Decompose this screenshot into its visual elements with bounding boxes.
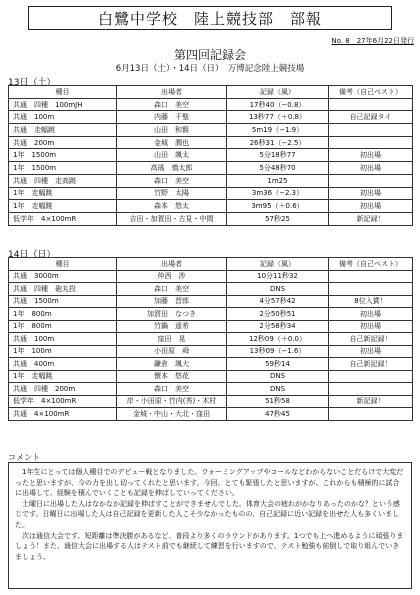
event-cell: 共通 200m (9, 136, 117, 149)
athlete-cell: 山田 和賢 (117, 124, 227, 137)
results-table-day1 (8, 85, 413, 226)
record-cell: 17秒40（−0.8） (227, 98, 329, 111)
comment-paragraph: 1年生にとっては個人種目でのデビュー戦となりました。ウォーミングアップやコールなどわからないことだらけで大変だったと思いますが、今の力を出し切ってくれたと思います。今回、とても緊張したと思いますが、これからも積極的に試合に出場して、経験を積んでいくことも記録を伸ばしていってください。 (15, 468, 404, 498)
event-cell: 1年 100m (9, 345, 117, 358)
record-cell: 10分11秒32 (227, 270, 329, 283)
athlete-cell: 岸・小田原・竹内(秀)・木村 (117, 395, 227, 408)
athlete-cell: 高瑤 慎太郎 (117, 162, 227, 175)
event-cell: 共通 400m (9, 358, 117, 371)
table-row (9, 111, 413, 124)
athlete-cell: 窪田 晃 (117, 333, 227, 346)
event-cell: 1年 走幅跳 (9, 370, 117, 383)
event-cell: 共通 4×100mR (9, 408, 117, 421)
event-cell: 共通 1500m (9, 295, 117, 308)
athlete-cell: 山田 颯太 (117, 149, 227, 162)
athlete-cell: 竹鍋 遥希 (117, 320, 227, 333)
athlete-cell: 森口 美空 (117, 383, 227, 396)
note-cell: 自己記録タイ (329, 111, 413, 124)
athlete-cell: 加賀田 なつき (117, 308, 227, 321)
table-header-row (9, 86, 413, 99)
athlete-cell: 竹野 太陽 (117, 187, 227, 200)
table-row (9, 308, 413, 321)
table-header-row (9, 258, 413, 271)
athlete-cell: 仲西 渉 (117, 270, 227, 283)
athlete-cell: 金城 潤也 (117, 136, 227, 149)
event-cell: 1年 1500m (9, 162, 117, 175)
athlete-cell: 森口 美空 (117, 283, 227, 296)
day1-label: 13日（土） (8, 78, 56, 88)
athlete-cell: 小田原 舜 (117, 345, 227, 358)
table-row (9, 187, 413, 200)
comment-paragraph: 次は通信大会です。短距離は準決勝があるなど、普段より多くのラウンドがあります。1つでも上へ進めるように頑張りましょう！また、通信大会に出場する人はテスト前でも継続して練習を行いますので、テスト勉強も前倒しで取り組んでいきましょう。 (15, 531, 404, 561)
athlete-cell: 懐本 悠花 (117, 370, 227, 383)
record-cell: 5m19（−1.9） (227, 124, 329, 137)
record-cell: 5分48秒70 (227, 162, 329, 175)
table-row (9, 320, 413, 333)
record-cell: 2分50秒51 (227, 308, 329, 321)
event-cell: 共通 100m (9, 333, 117, 346)
athlete-cell: 森口 美空 (117, 98, 227, 111)
table-row (9, 174, 413, 187)
header-event: 種目 (9, 86, 117, 99)
comment-label: コメント (8, 453, 40, 462)
table-row (9, 98, 413, 111)
note-cell: 8位入賞！ (329, 295, 413, 308)
table-row (9, 383, 413, 396)
athlete-cell: 内藤 千聖 (117, 111, 227, 124)
header-note: 備考（自己ベスト） (329, 258, 413, 271)
newsletter-title: 白鷺中学校 陸上競技部 部報 (97, 9, 322, 28)
note-cell (329, 98, 413, 111)
event-cell: 共通 3000m (9, 270, 117, 283)
issue-info: No. 8 27年6月22日発行 (331, 37, 414, 45)
results-table-day2 (8, 257, 413, 421)
note-cell: 新記録！ (329, 395, 413, 408)
note-cell: 自己新記録！ (329, 333, 413, 346)
table-row (9, 149, 413, 162)
record-cell: 5分18秒77 (227, 149, 329, 162)
note-cell: 初出場 (329, 149, 413, 162)
record-cell: 1m25 (227, 174, 329, 187)
record-cell: DNS (227, 370, 329, 383)
note-cell: 初出場 (329, 320, 413, 333)
record-cell: 3m95（＋0.6） (227, 200, 329, 213)
note-cell (329, 408, 413, 421)
note-cell (329, 370, 413, 383)
event-cell: 1年 800m (9, 320, 117, 333)
table-row (9, 395, 413, 408)
record-cell: 47秒45 (227, 408, 329, 421)
newsletter-header (28, 6, 392, 30)
athlete-cell: 森本 悠太 (117, 200, 227, 213)
event-cell: 低学年 4×100mR (9, 395, 117, 408)
record-cell: 2分58秒34 (227, 320, 329, 333)
header-record: 記録（風） (227, 86, 329, 99)
record-cell: DNS (227, 383, 329, 396)
record-cell: 26秒31（−2.5） (227, 136, 329, 149)
event-cell: 共通 100m (9, 111, 117, 124)
table-row (9, 270, 413, 283)
record-cell: 13秒09（−1.6） (227, 345, 329, 358)
event-cell: 共通 四種 100mJH (9, 98, 117, 111)
comment-paragraph: 土曜日に出場した人はなかなか記録を伸ばすことができませんでした。体育大会の疲れがかなりあったのかな？という感じです。日曜日に出場した人は自己記録を更新した人こそ少なかったものの、自己記録に近い記録を出せた人も多くいました。 (15, 499, 400, 529)
table-row (9, 136, 413, 149)
event-cell: 共通 四種 走高跳 (9, 174, 117, 187)
meet-title: 第四回記録会 (173, 48, 246, 62)
athlete-cell: 加藤 晋郎 (117, 295, 227, 308)
event-cell: 共通 走幅跳 (9, 124, 117, 137)
table-row (9, 345, 413, 358)
note-cell (329, 283, 413, 296)
note-cell: 初出場 (329, 345, 413, 358)
header-record: 記録（風） (227, 258, 329, 271)
table-row (9, 333, 413, 346)
table-row (9, 358, 413, 371)
record-cell: 51秒58 (227, 395, 329, 408)
record-cell: 59秒14 (227, 358, 329, 371)
event-cell: 1年 1500m (9, 149, 117, 162)
record-cell: 4分57秒42 (227, 295, 329, 308)
record-cell: 12秒09（＋0.0） (227, 333, 329, 346)
header-athlete: 出場者 (117, 86, 227, 99)
meet-subtitle: 6月13日（土）・14日（日） 万博記念陸上競技場 (115, 64, 305, 74)
day2-label: 14日（日） (8, 250, 56, 260)
athlete-cell: 吉田・加賀田・古見・中間 (117, 212, 227, 225)
note-cell (329, 270, 413, 283)
comment-box (8, 462, 412, 589)
athlete-cell: 森口 美空 (117, 174, 227, 187)
note-cell: 初出場 (329, 200, 413, 213)
event-cell: 1年 800m (9, 308, 117, 321)
record-cell: DNS (227, 283, 329, 296)
table-row (9, 370, 413, 383)
note-cell (329, 124, 413, 137)
note-cell: 新記録！ (329, 212, 413, 225)
event-cell: 共通 四種 砲丸投 (9, 283, 117, 296)
event-cell: 共通 四種 200m (9, 383, 117, 396)
record-cell: 57秒25 (227, 212, 329, 225)
athlete-cell: 金城・中山・大北・窪田 (117, 408, 227, 421)
table-row (9, 162, 413, 175)
record-cell: 3m36（−2.3） (227, 187, 329, 200)
note-cell: 初出場 (329, 187, 413, 200)
record-cell: 13秒77（＋0.8） (227, 111, 329, 124)
note-cell: 初出場 (329, 308, 413, 321)
header-event: 種目 (9, 258, 117, 271)
table-row (9, 295, 413, 308)
header-note: 備考（自己ベスト） (329, 86, 413, 99)
table-row (9, 200, 413, 213)
header-athlete: 出場者 (117, 258, 227, 271)
athlete-cell: 鎌倉 颯大 (117, 358, 227, 371)
note-cell: 自己新記録！ (329, 358, 413, 371)
note-cell (329, 136, 413, 149)
event-cell: 低学年 4×100mR (9, 212, 117, 225)
note-cell: 初出場 (329, 162, 413, 175)
note-cell (329, 383, 413, 396)
table-row (9, 283, 413, 296)
event-cell: 1年 走幅跳 (9, 187, 117, 200)
table-row (9, 124, 413, 137)
table-row (9, 212, 413, 225)
note-cell (329, 174, 413, 187)
table-row (9, 408, 413, 421)
event-cell: 1年 走幅跳 (9, 200, 117, 213)
